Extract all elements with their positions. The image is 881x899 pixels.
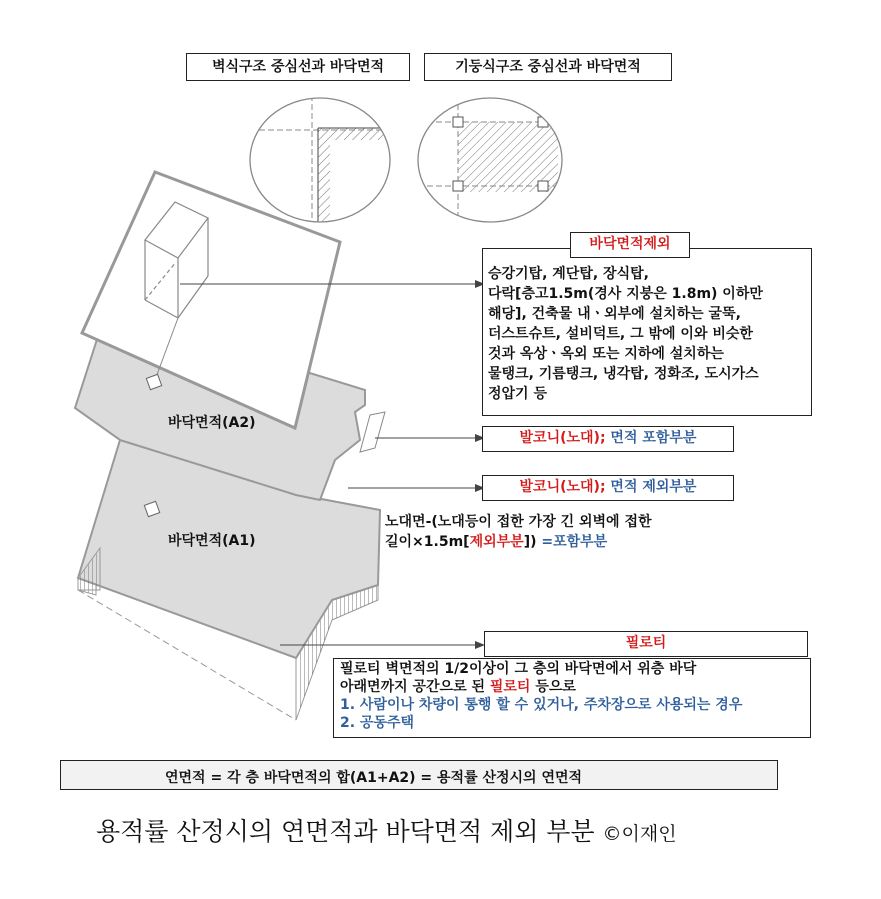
- balcony-formula: [385, 512, 745, 552]
- piloti-red-word: 필로티: [489, 679, 531, 695]
- piloti-item2: 2. 공동주택: [340, 715, 415, 731]
- exclusion-line: 것과 옥상ㆍ옥외 또는 지하에 설치하는: [488, 346, 724, 362]
- exclusion-title: 바닥면적제외: [570, 232, 690, 258]
- piloti-line1: 필로티 벽면적의 1/2이상이 그 층의 바닥면에서 위층 바닥: [340, 661, 697, 677]
- piloti-text: [340, 660, 810, 732]
- balcony: [360, 412, 385, 452]
- exclusion-text: [488, 264, 808, 404]
- column-structure-header: 기둥식구조 중심선과 바닥면적: [424, 53, 672, 81]
- balcony-included-blue: 면적 포함부분: [605, 430, 697, 446]
- caption-credit: ©이재인: [602, 823, 677, 845]
- caption-title: 용적률 산정시의 연면적과 바닥면적 제외 부분: [96, 817, 595, 846]
- balcony-formula-line2: 길이×1.5m[제외부분]) =포함부분: [385, 534, 608, 550]
- column-structure-detail: [418, 95, 563, 225]
- caption: [96, 812, 677, 848]
- floor-label-a1: 바닥면적(A1): [168, 533, 256, 549]
- balcony-excluded-blue: 면적 제외부분: [605, 479, 697, 495]
- exclusion-line: 물탱크, 기름탱크, 냉각탑, 정화조, 도시가스: [488, 366, 759, 382]
- piloti-line2: 아래면까지 공간으로 된 필로티 등으로: [340, 679, 576, 695]
- balcony-excluded-red: 발코니(노대);: [519, 479, 606, 495]
- exclusion-line: 해당], 건축물 내ㆍ외부에 설치하는 굴뚝,: [488, 306, 741, 322]
- balcony-included-red: 발코니(노대);: [519, 430, 606, 446]
- excluded-part-text: 제외부분: [469, 534, 524, 550]
- exclusion-line: 더스트슈트, 설비덕트, 그 밖에 이와 비슷한: [488, 326, 753, 342]
- wall-structure-header: 벽식구조 중심선과 바닥면적: [186, 53, 410, 81]
- piloti-item1: 1. 사람이나 차량이 통행 할 수 있거나, 주차장으로 사용되는 경우: [340, 697, 743, 713]
- floor-label-a2: 바닥면적(A2): [168, 415, 256, 431]
- gross-area-text: 연면적 = 각 층 바닥면적의 합(A1+A2) = 용적률 산정시의 연면적: [165, 770, 583, 786]
- piloti-title: 필로티: [484, 631, 808, 657]
- exclusion-line: 정압기 등: [488, 386, 547, 402]
- included-part-text: =포함부분: [541, 534, 608, 550]
- exclusion-line: 다락[층고1.5m(경사 지붕은 1.8m) 이하만: [488, 286, 763, 302]
- exclusion-line: 승강기탑, 계단탑, 장식탑,: [488, 266, 649, 282]
- balcony-formula-line1: 노대면-(노대등이 접한 가장 긴 외벽에 접한: [385, 514, 652, 530]
- balcony-included-box: [482, 426, 734, 452]
- balcony-excluded-box: [482, 475, 734, 501]
